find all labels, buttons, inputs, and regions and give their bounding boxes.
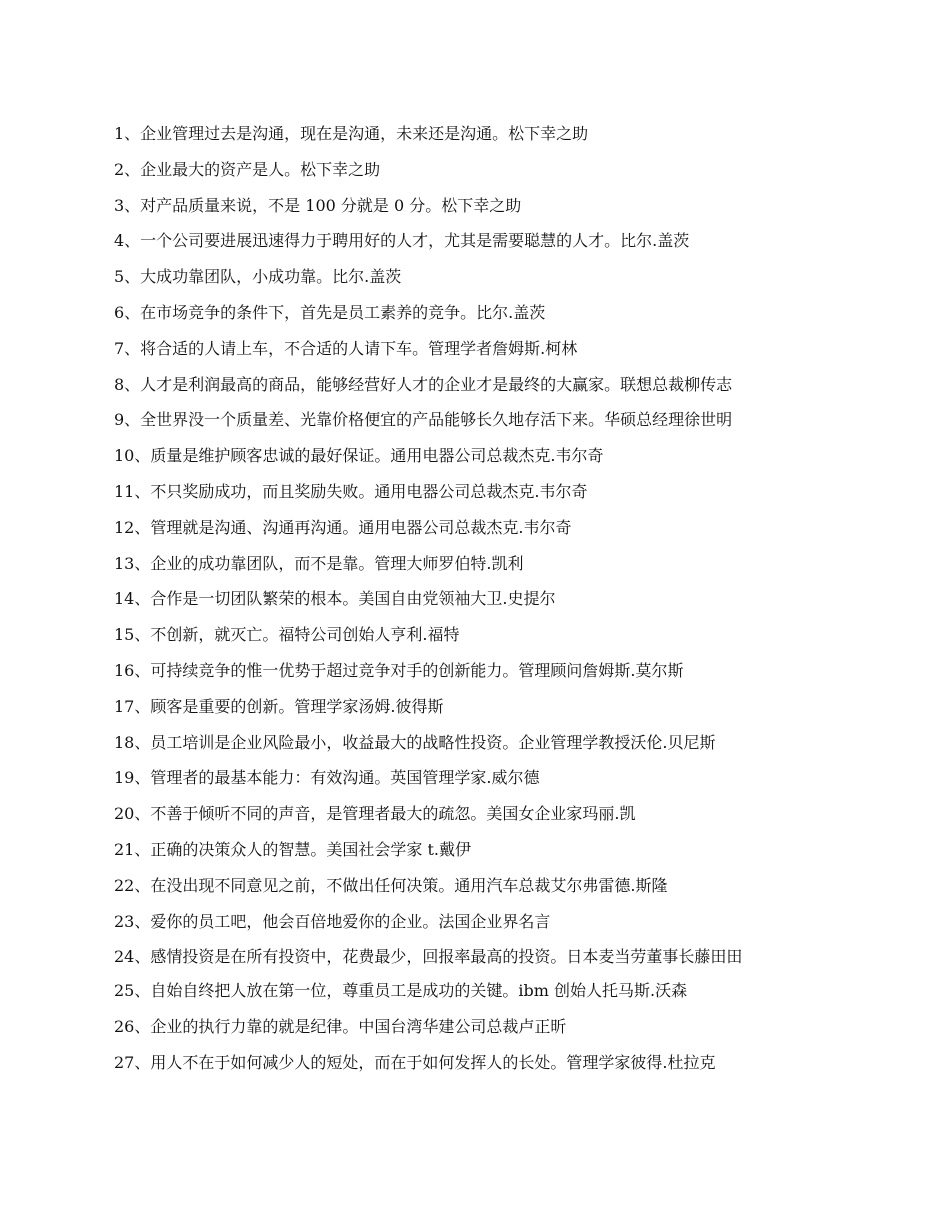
quote-item: 26、企业的执行力靠的就是纪律。中国台湾华建公司总裁卢正昕 — [114, 1017, 567, 1037]
quote-item: 5、大成功靠团队，小成功靠。比尔.盖茨 — [114, 267, 402, 287]
quote-item: 18、员工培训是企业风险最小，收益最大的战略性投资。企业管理学教授沃伦.贝尼斯 — [114, 732, 716, 752]
quote-item: 17、顾客是重要的创新。管理学家汤姆.彼得斯 — [114, 696, 444, 716]
quote-item: 19、管理者的最基本能力：有效沟通。英国管理学家.威尔德 — [114, 768, 540, 788]
quote-item: 14、合作是一切团队繁荣的根本。美国自由党领袖大卫.史提尔 — [114, 589, 556, 609]
quote-item: 2、企业最大的资产是人。松下幸之助 — [114, 159, 381, 179]
quote-item: 13、企业的成功靠团队，而不是靠。管理大师罗伯特.凯利 — [114, 553, 524, 573]
quote-item: 23、爱你的员工吧，他会百倍地爱你的企业。法国企业界名言 — [114, 911, 551, 931]
quote-item: 10、质量是维护顾客忠诚的最好保证。通用电器公司总裁杰克.韦尔奇 — [114, 446, 604, 466]
quote-item: 21、正确的决策众人的智慧。美国社会学家 t.戴伊 — [114, 839, 471, 859]
quote-item: 6、在市场竞争的条件下，首先是员工素养的竞争。比尔.盖茨 — [114, 302, 546, 322]
quote-item: 9、全世界没一个质量差、光靠价格便宜的产品能够长久地存活下来。华硕总经理徐世明 — [114, 410, 733, 430]
quote-item: 1、企业管理过去是沟通，现在是沟通，未来还是沟通。松下幸之助 — [114, 124, 589, 143]
quote-item: 11、不只奖励成功，而且奖励失败。通用电器公司总裁杰克.韦尔奇 — [114, 481, 588, 501]
quote-item: 20、不善于倾听不同的声音，是管理者最大的疏忽。美国女企业家玛丽.凯 — [114, 804, 636, 824]
quote-item: 16、可持续竞争的惟一优势于超过竞争对手的创新能力。管理顾问詹姆斯.莫尔斯 — [114, 660, 684, 680]
quote-item: 3、对产品质量来说，不是 100 分就是 0 分。松下幸之助 — [114, 195, 522, 215]
quote-item: 8、人才是利润最高的商品，能够经营好人才的企业才是最终的大赢家。联想总裁柳传志 — [114, 374, 733, 394]
quote-item: 12、管理就是沟通、沟通再沟通。通用电器公司总裁杰克.韦尔奇 — [114, 517, 572, 537]
quote-item: 4、一个公司要进展迅速得力于聘用好的人才，尤其是需要聪慧的人才。比尔.盖茨 — [114, 231, 690, 251]
quote-item: 24、感情投资是在所有投资中，花费最少，回报率最高的投资。日本麦当劳董事长藤田田 — [114, 947, 743, 967]
quote-item: 15、不创新，就灭亡。福特公司创始人亨利.福特 — [114, 625, 460, 645]
quote-item: 22、在没出现不同意见之前，不做出任何决策。通用汽车总裁艾尔弗雷德.斯隆 — [114, 875, 668, 895]
quote-item: 25、自始自终把人放在第一位，尊重员工是成功的关键。ibm 创始人托马斯.沃森 — [114, 981, 688, 1001]
quote-list — [114, 124, 834, 1089]
quote-item: 27、用人不在于如何减少人的短处，而在于如何发挥人的长处。管理学家彼得.杜拉克 — [114, 1052, 716, 1072]
quote-item: 7、将合适的人请上车，不合适的人请下车。管理学者詹姆斯.柯林 — [114, 338, 578, 358]
